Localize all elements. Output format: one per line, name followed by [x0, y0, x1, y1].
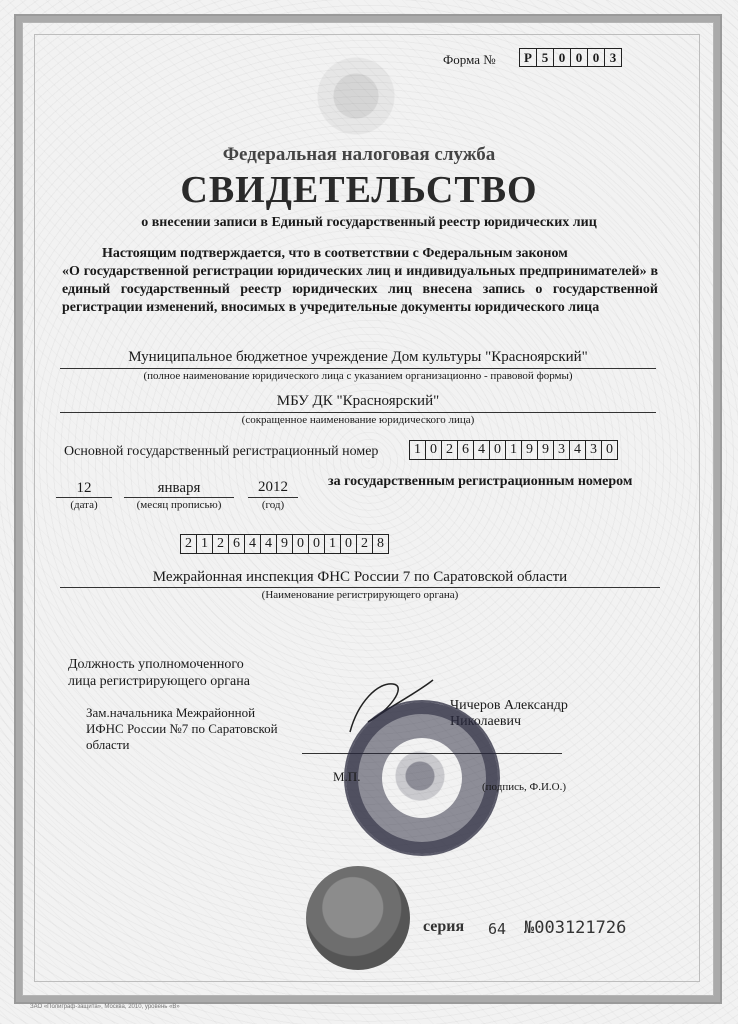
- rule: [248, 497, 298, 498]
- ogrn-cells: [409, 440, 618, 460]
- series-label: серия: [423, 918, 465, 935]
- ogrn-digit: 1: [410, 441, 426, 459]
- ogrn-digit: 9: [522, 441, 538, 459]
- year-caption: (год): [261, 499, 285, 511]
- state-emblem-watermark: [316, 56, 396, 136]
- grn-digit: 2: [213, 535, 229, 553]
- grn-digit: 0: [293, 535, 309, 553]
- certification-paragraph: [62, 245, 658, 317]
- ogrn-label: Основной государственный регистрационный номер: [64, 444, 379, 459]
- ogrn-digit: 4: [474, 441, 490, 459]
- ogrn-digit: 2: [442, 441, 458, 459]
- grn-digit: 6: [229, 535, 245, 553]
- signer-position: [86, 705, 278, 753]
- grn-digit: 0: [341, 535, 357, 553]
- agency-name: Федеральная налоговая служба: [222, 144, 496, 165]
- rule: [60, 412, 656, 413]
- position-line: Зам.начальника Межрайонной: [86, 705, 256, 720]
- grn-digit: 2: [181, 535, 197, 553]
- form-code-cell: Р: [520, 49, 537, 66]
- form-number-label: Форма №: [443, 52, 496, 67]
- grn-digit: 4: [245, 535, 261, 553]
- reg-day: 12: [76, 480, 92, 496]
- grn-digit: 4: [261, 535, 277, 553]
- role-title-line: лица регистрирующего органа: [68, 674, 250, 689]
- full-name-caption: (полное наименование юридического лица с указанием организационно - правовой формы): [143, 370, 573, 382]
- month-caption: (месяц прописью): [136, 499, 222, 511]
- role-title-line: Должность уполномоченного: [68, 657, 244, 672]
- form-code-cells: [519, 48, 622, 67]
- form-code-cell: 0: [554, 49, 571, 66]
- seal-place-label: М.П.: [333, 769, 361, 784]
- series-value: 64: [488, 920, 507, 938]
- serial-number: №003121726: [524, 918, 627, 938]
- form-code-cell: 5: [537, 49, 554, 66]
- form-code-cell: 0: [571, 49, 588, 66]
- grn-digit: 8: [377, 536, 384, 551]
- grn-digit: 2: [357, 535, 373, 553]
- entity-short-name: МБУ ДК "Красноярский": [276, 393, 440, 409]
- authority-caption: (Наименование регистрирующего органа): [261, 589, 459, 601]
- grn-cells: [180, 534, 389, 554]
- ogrn-digit: 1: [506, 441, 522, 459]
- stamp-emblem: [395, 751, 445, 801]
- ogrn-digit: 0: [490, 441, 506, 459]
- position-line: ИФНС России №7 по Саратовской: [86, 721, 278, 736]
- form-code-cell: 0: [588, 49, 605, 66]
- ogrn-digit: 6: [458, 441, 474, 459]
- printer-imprint: ЗАО «Полиграф-защита», Москва, 2010, уровень «В»: [30, 1004, 180, 1010]
- hologram-seal: [306, 866, 410, 970]
- signature-caption: (подпись, Ф.И.О.): [482, 781, 566, 793]
- registering-authority: Межрайонная инспекция ФНС России 7 по Саратовской области: [152, 569, 568, 585]
- grn-digit: 0: [309, 535, 325, 553]
- entity-full-name: Муниципальное бюджетное учреждение Дом культуры "Красноярский": [128, 349, 588, 365]
- short-name-caption: (сокращенное наименование юридического лица): [241, 414, 475, 426]
- position-line: области: [86, 737, 130, 752]
- reg-year: 2012: [258, 479, 288, 495]
- paragraph-rest: «О государственной регистрации юридических лиц и индивидуальных предпринимателей» в единый государственный реестр юридических лиц внесена запись о государственной регистрации изменений, вносимых в учредительные документы юридического лица: [62, 264, 658, 315]
- ogrn-digit: 3: [554, 441, 570, 459]
- signer-name-line: Николаевич: [450, 714, 522, 729]
- document-subtitle: о внесении записи в Единый государственный реестр юридических лиц: [141, 215, 597, 230]
- grn-digit: 1: [325, 535, 341, 553]
- ogrn-digit: 4: [570, 441, 586, 459]
- ogrn-digit: 0: [426, 441, 442, 459]
- day-caption: (дата): [70, 499, 98, 511]
- registration-number-text: за государственным регистрационным номером: [328, 474, 633, 489]
- authorized-person-title: [68, 656, 250, 690]
- grn-digit: 9: [277, 535, 293, 553]
- rule: [60, 587, 660, 588]
- rule: [60, 368, 656, 369]
- form-code-cell: 3: [609, 50, 617, 65]
- paragraph-first-line: Настоящим подтверждается, что в соответствии с Федеральным законом: [102, 246, 568, 261]
- document-title: СВИДЕТЕЛЬСТВО: [180, 169, 538, 211]
- ogrn-digit: 0: [606, 442, 613, 457]
- signer-name-line: Чичеров Александр: [450, 698, 568, 713]
- reg-month: января: [157, 480, 201, 496]
- ogrn-digit: 9: [538, 441, 554, 459]
- rule: [124, 497, 234, 498]
- ogrn-digit: 3: [586, 441, 602, 459]
- grn-digit: 1: [197, 535, 213, 553]
- rule: [56, 497, 112, 498]
